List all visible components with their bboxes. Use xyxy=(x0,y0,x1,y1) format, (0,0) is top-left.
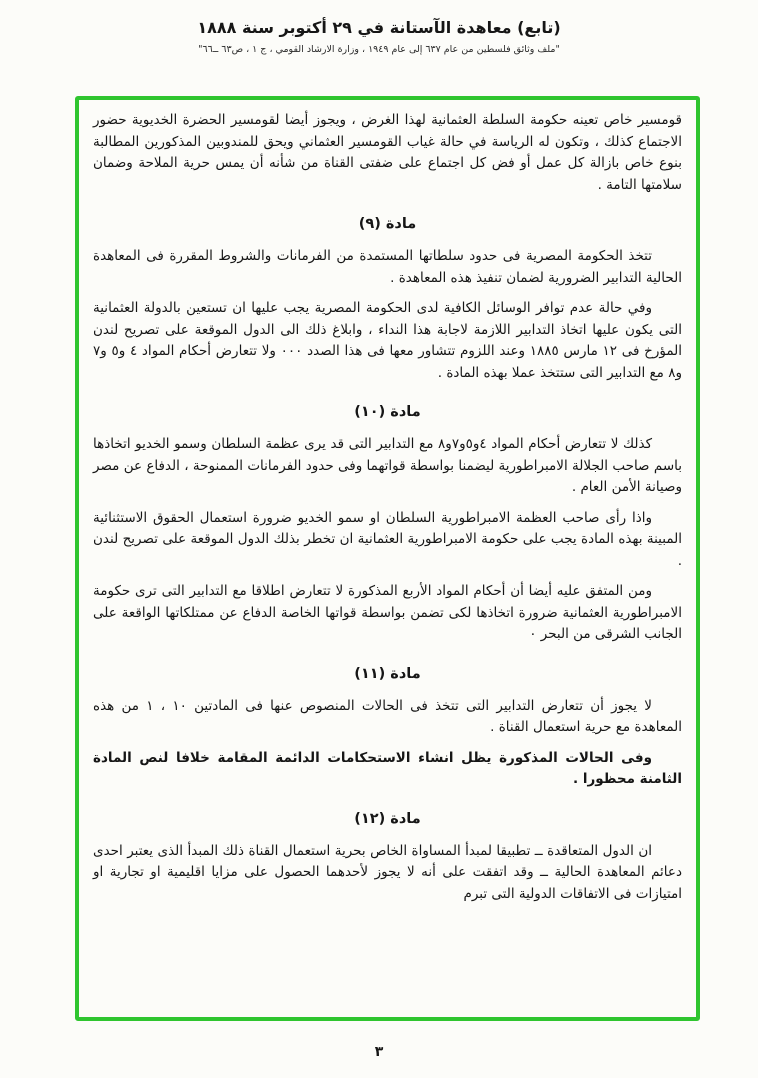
paragraph: وفي حالة عدم توافر الوسائل الكافية لدى الحكومة المصرية يجب عليها ان تستعين بالدولة العثمانية التى يكون عليها اتخاذ التدابير اللازمة لاجابة هذا النداء ، وابلاغ ذلك الى الدول الموقعة على تصريح لندن المؤرخ فى ١٢ مارس ١٨٨٥ وعند اللزوم تتشاور معها فى هذا الصدد ٠٠٠ ولا تتعارض أحكام المواد ٤ و٥ و٧ و٨ مع التدابير التى ستتخذ عملا بهذه المادة . xyxy=(93,300,682,381)
article-heading: مادة (١١) xyxy=(354,665,421,682)
page-header xyxy=(0,0,758,55)
article-heading: مادة (١٠) xyxy=(354,404,421,420)
article-heading: مادة (٩) xyxy=(358,216,417,232)
paragraph: وفى الحالات المذكورة يظل انشاء الاستحكامات الدائمة المقامة خلافا لنص المادة الثامنة محظورا . xyxy=(93,749,682,787)
page-number: ٣ xyxy=(374,1044,384,1060)
paragraph: ومن المتفق عليه أيضا أن أحكام المواد الأربع المذكورة لا تتعارض اطلاقا مع التدابير التى ترى حكومة الامبراطورية العثمانية ضرورة اتخاذها لكى تضمن بواسطة قواتها الخاصة الدفاع عن ممتلكاتها الواقعة على الجانب الشرقى من البحر ٠ xyxy=(93,583,682,642)
article-heading: مادة (١٢) xyxy=(354,810,421,827)
paragraph: ان الدول المتعاقدة ــ تطبيقا لمبدأ المساواة الخاص بحرية استعمال القناة ذلك المبدأ الذى يعتبر احدى دعائم المعاهدة الحالية ــ وقد اتفقت على أنه لا يجوز لأحدهما الحصول على مزايا اقليمية او تجارية او امتيازات فى الاتفاقات الدولية التى تبرم xyxy=(93,842,682,902)
paragraph: واذا رأى صاحب العظمة الامبراطورية السلطان او سمو الخديو ضرورة استعمال الحقوق الاستثنائية المبينة بهذه المادة يجب على حكومة الامبراطورية العثمانية ان تخطر بذلك الدول الموقعة على تصريح لندن . xyxy=(93,509,682,569)
paragraph: كذلك لا تتعارض أحكام المواد ٤و٥و٧و٨ مع التدابير التى قد يرى عظمة السلطان وسمو الخديو اتخاذها باسم صاحب الجلالة الامبراطورية ليضمنا بواسطة قواتهما وفى حدود الفرمانات الممنوحة ، الدفاع عن مصر وصيانة الأمن العام . xyxy=(93,436,682,495)
paragraph: تتخذ الحكومة المصرية فى حدود سلطاتها المستمدة من الفرمانات والشروط المقررة فى المعاهدة الحالية التدابير الضرورية لضمان تنفيذ هذه المعاهدة . xyxy=(93,248,682,286)
document-title: (تابع) معاهدة الآستانة في ٢٩ أكتوبر سنة ١٨٨٨ xyxy=(197,18,561,37)
treaty-text-container xyxy=(75,96,700,1021)
source-citation: "ملف وثائق فلسطين من عام ٦٣٧ إلى عام ١٩٤٩ ، وزارة الارشاد القومي ، ج ١ ، ص٦٣ ــ٦٦" xyxy=(198,44,560,55)
paragraph: لا يجوز أن تتعارض التدابير التى تتخذ فى الحالات المنصوص عنها فى المادتين ١٠ ، ١ من هذه المعاهدة مع حرية استعمال القناة . xyxy=(93,697,682,735)
paragraph: قومسير خاص تعينه حكومة السلطة العثمانية لهذا الغرض ، ويجوز أيضا لقومسير الحضرة الخديوية حضور الاجتماع كذلك ، وتكون له الرياسة في حالة غياب القومسير العثماني ويحق للمندوبين المذكورين المطالبة بنوع خاص بازالة كل عمل أو فض كل اجتماع على ضفتى القناة من شأنه أن يمس حرية الملاحة وضمان سلامتها التامة . xyxy=(93,112,682,193)
